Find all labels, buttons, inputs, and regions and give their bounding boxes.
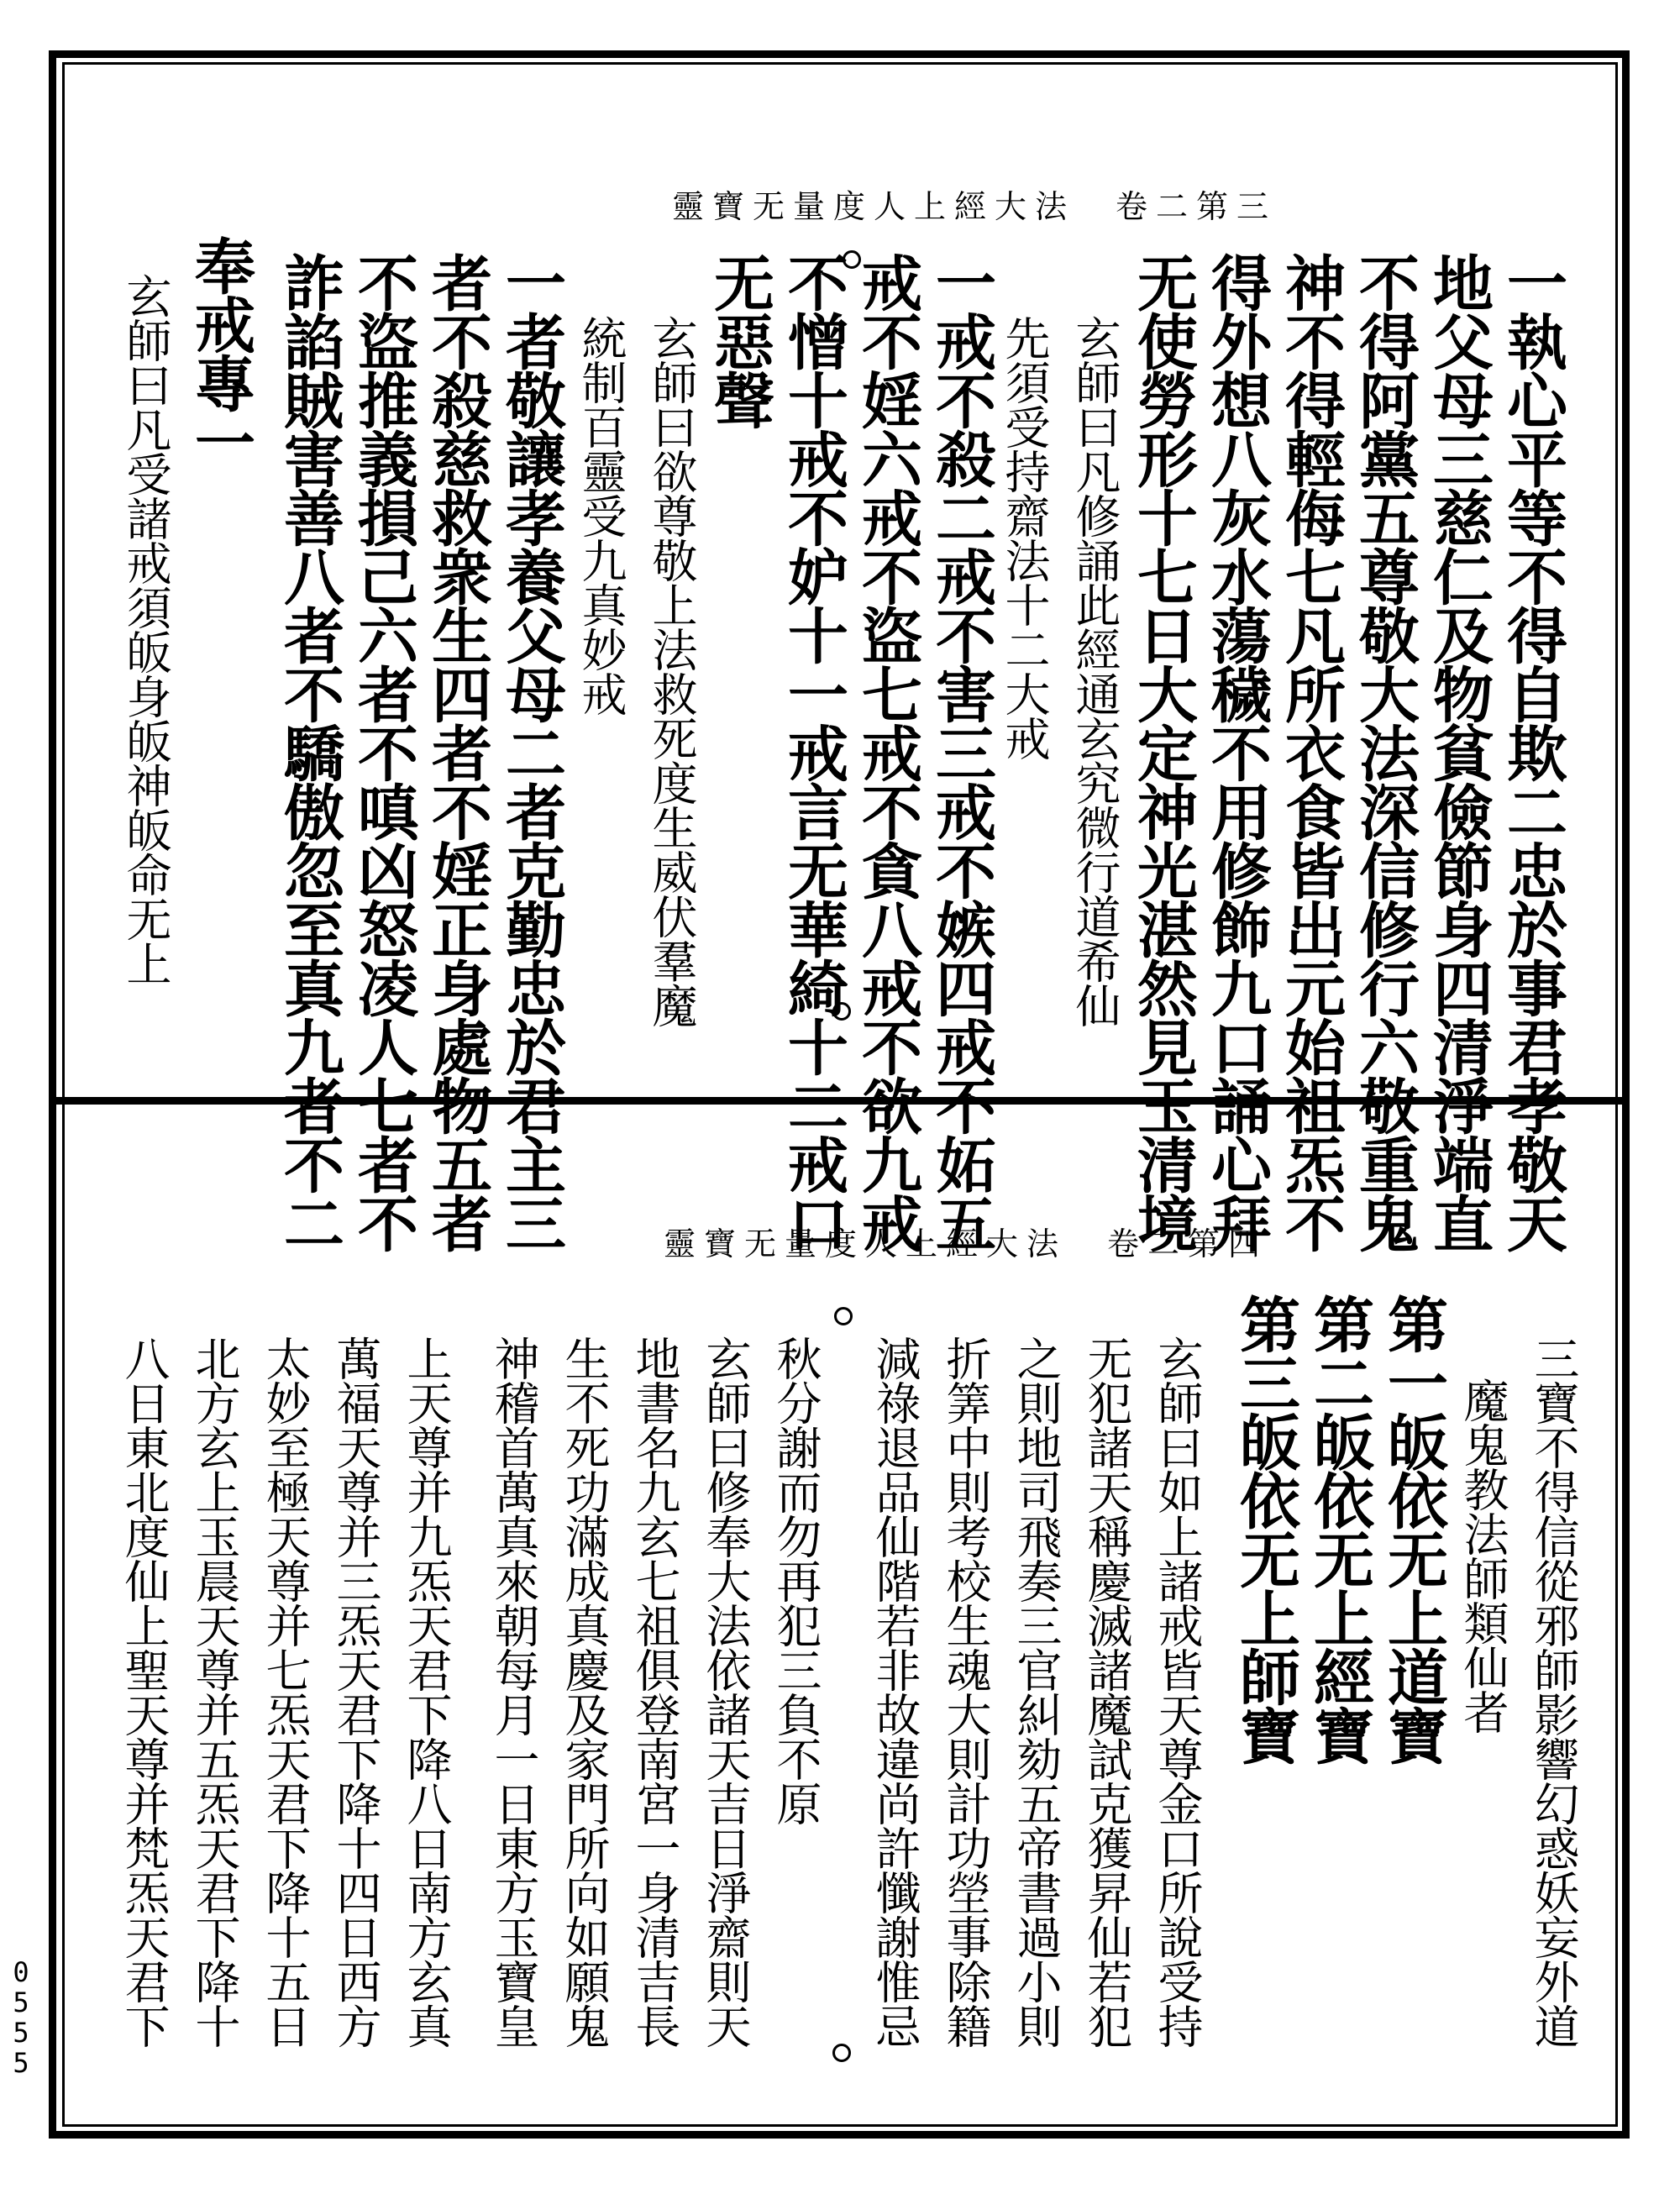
bottom-column-17: 萬福天尊并三炁天君下降十四日西方	[329, 1336, 382, 2048]
page-number	[7, 1957, 35, 2078]
top-column-16: 者不殺慈救衆生四者不婬正身處物五者	[422, 252, 493, 1252]
bottom-column-15: 神稽首萬真來朝每月一日東方玉寶皇	[487, 1336, 540, 2048]
bottom-header: 靈寶无量度人上經大法 卷二第四	[664, 1225, 1269, 1262]
top-column-19: 奉戒專一	[185, 235, 256, 470]
top-column-6: 无使勞形十七日大定神光湛然見玉清境	[1127, 252, 1199, 1252]
top-column-13: 玄師曰欲尊敬上法救死度生威伏羣魔	[645, 315, 698, 1027]
circle-mark	[832, 1002, 851, 1021]
bottom-column-9: 折筭中則考校生魂大則計功塋事除籍	[939, 1336, 992, 2048]
circle-mark	[832, 2044, 851, 2062]
top-column-12: 无惡聲	[704, 252, 775, 428]
top-column-5: 得外想八灰水蕩穢不用修飾九口誦心拜	[1201, 252, 1273, 1252]
top-column-14: 統制百靈受九真妙戒	[575, 315, 627, 716]
top-column-1: 一執心平等不得自欺二忠於事君孝敬天	[1497, 252, 1568, 1252]
circle-mark	[834, 1307, 853, 1325]
top-column-17: 不盜推義損己六者不嗔凶怒凌人七者不	[348, 252, 419, 1252]
top-column-8: 先須受持齋法十二大戒	[998, 315, 1051, 760]
circle-mark	[843, 250, 861, 269]
bottom-column-4: 第二皈依无上經寶	[1304, 1294, 1375, 1764]
page-number-digit: 5	[13, 2047, 29, 2079]
top-column-2: 地父母三慈仁及物貧儉節身四清淨端直	[1423, 252, 1494, 1252]
page-number-digit: 5	[13, 2017, 29, 2049]
top-column-20: 玄師曰凡受諸戒須皈身皈神皈命无上	[119, 273, 172, 985]
bottom-column-7: 无犯諸天稱慶滅諸魔試克獲昇仙若犯	[1080, 1336, 1133, 2048]
bottom-column-3: 第一皈依无上道寶	[1378, 1294, 1449, 1764]
top-column-15: 一者敬讓孝養父母二者克勤忠於君主三	[496, 252, 567, 1252]
bottom-column-2: 魔鬼教法師類仙者	[1457, 1378, 1509, 1734]
bottom-column-5: 第三皈依无上師寶	[1230, 1294, 1301, 1764]
bottom-column-16: 上天尊并九炁天君下降八日南方玄真	[400, 1336, 453, 2048]
bottom-column-14: 生不死功滿成真慶及家門所向如願鬼	[558, 1336, 611, 2048]
top-column-3: 不得阿黨五尊敬大法深信修行六敬重鬼	[1349, 252, 1420, 1252]
bottom-column-6: 玄師曰如上諸戒皆天尊金口所說受持	[1151, 1336, 1204, 2048]
bottom-column-18: 太妙至極天尊并七炁天君下降十五日	[259, 1336, 312, 2048]
top-column-11: 不憎十戒不妒十一戒言无華綺十二戒口	[778, 252, 849, 1252]
page-number-digit: 0	[13, 1956, 29, 1988]
top-header: 靈寶无量度人上經大法 卷二第三	[672, 188, 1278, 225]
bottom-column-20: 八日東北度仙上聖天尊并梵炁天君下	[118, 1336, 171, 2048]
bottom-column-1: 三寶不得信從邪師影響幻惑妖妄外道	[1527, 1336, 1580, 2048]
bottom-column-13: 地書名九玄七祖俱登南宮一身清吉長	[628, 1336, 681, 2048]
top-column-10: 戒不婬六戒不盜七戒不貪八戒不欲九戒	[852, 252, 923, 1252]
bottom-column-11: 秋分謝而勿再犯三負不原	[769, 1336, 822, 1825]
bottom-column-19: 北方玄上玉晨天尊并五炁天君下降十	[188, 1336, 241, 2048]
page-number-digit: 5	[13, 1986, 29, 2018]
top-column-7: 玄師曰凡修誦此經通玄究微行道希仙	[1068, 315, 1121, 1027]
top-column-4: 神不得輕侮七凡所衣食皆出元始祖炁不	[1275, 252, 1347, 1252]
bottom-column-12: 玄師曰修奉大法依諸天吉日淨齋則天	[699, 1336, 752, 2048]
top-column-18: 詐諂賊害善八者不驕傲忽至真九者不二	[274, 252, 345, 1252]
bottom-column-8: 之則地司飛奏三官糾劾五帝書過小則	[1010, 1336, 1063, 2048]
bottom-column-10: 減祿退品仙階若非故違尚許懺謝惟忌	[869, 1336, 921, 2048]
top-column-9: 一戒不殺二戒不害三戒不嫉四戒不妬五	[926, 252, 997, 1252]
